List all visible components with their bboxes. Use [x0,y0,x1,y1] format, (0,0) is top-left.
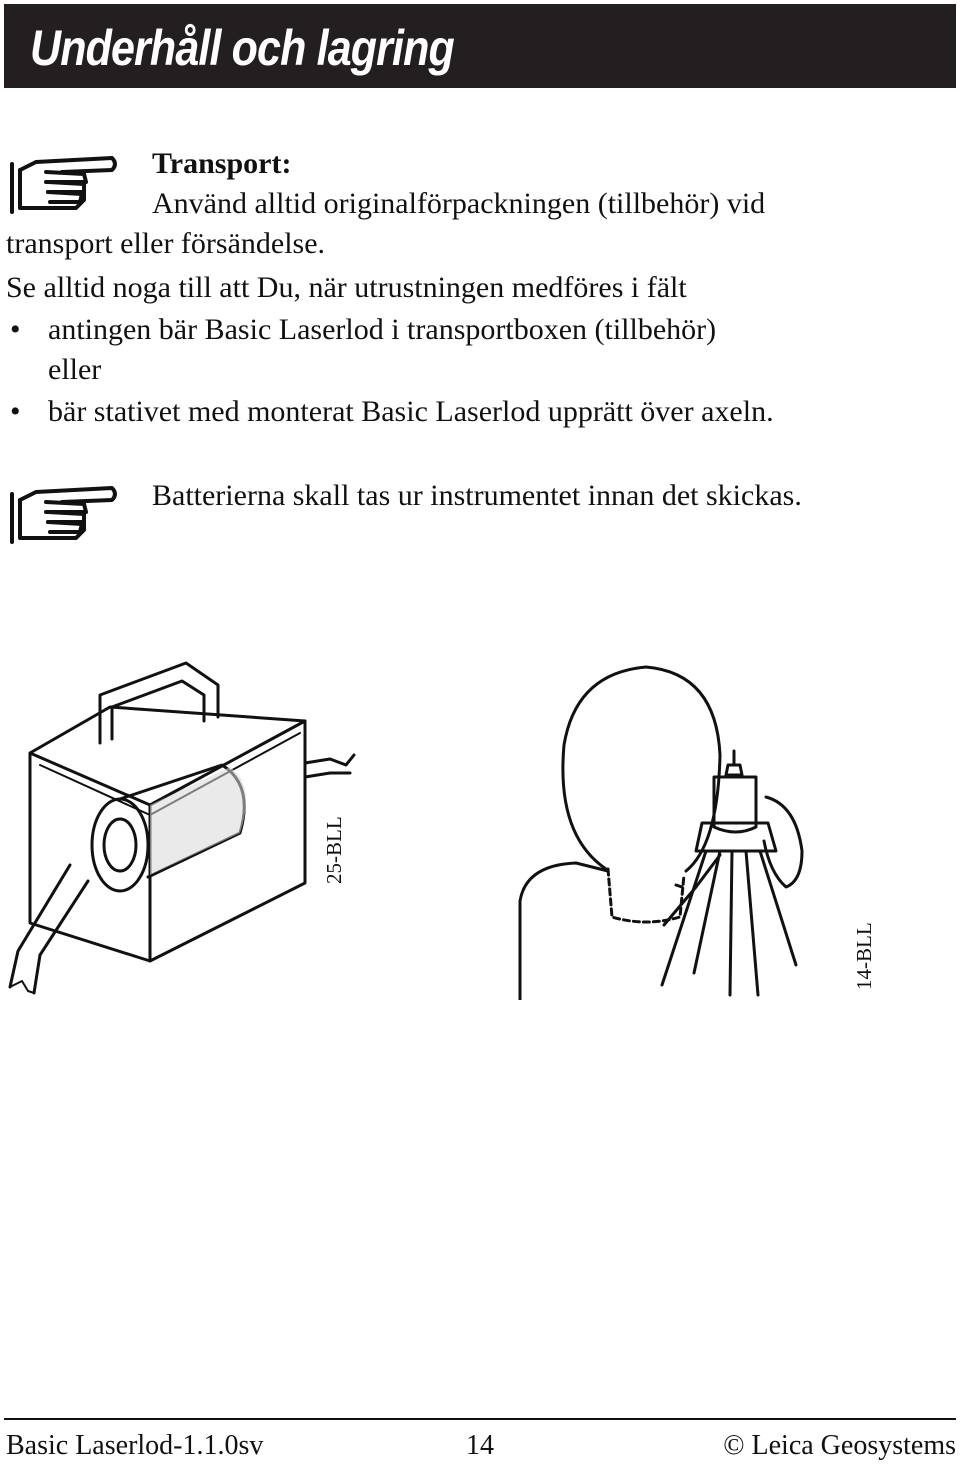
transport-line-2: transport eller försändelse. [6,227,326,260]
bullet-2: bär stativet med monterat Basic Laserlod upprätt över axeln. [48,395,774,428]
figure-label-left: 25-BLL [322,816,346,884]
transport-line-1: Använd alltid originalförpackningen (tillbehör) vid [152,187,766,220]
pointing-hand-icon [6,150,118,214]
bullet-marker: • [10,313,21,346]
bullet-1-line-2: eller [48,353,102,386]
bullet-marker: • [10,395,21,428]
footer-rule [4,1418,956,1420]
header-bar [4,4,956,88]
transport-line-3: Se alltid noga till att Du, när utrustningen medföres i fält [6,271,687,304]
battery-note: Batterierna skall tas ur instrumentet innan det skickas. [152,479,802,512]
bullet-1-line-1: antingen bär Basic Laserlod i transportboxen (tillbehör) [48,313,717,346]
person-with-tripod-illustration [496,655,846,1000]
figure-label-right: 14-BLL [852,922,876,990]
pointing-hand-icon [6,480,118,544]
footer-copyright: © Leica Geosystems [723,1430,956,1461]
transport-box-illustration [0,655,370,1000]
transport-heading: Transport: [152,147,292,180]
footer-page-number: 14 [466,1430,494,1461]
page-title: Underhåll och lagring [30,20,454,76]
footer-doc-name: Basic Laserlod-1.1.0sv [6,1430,264,1461]
